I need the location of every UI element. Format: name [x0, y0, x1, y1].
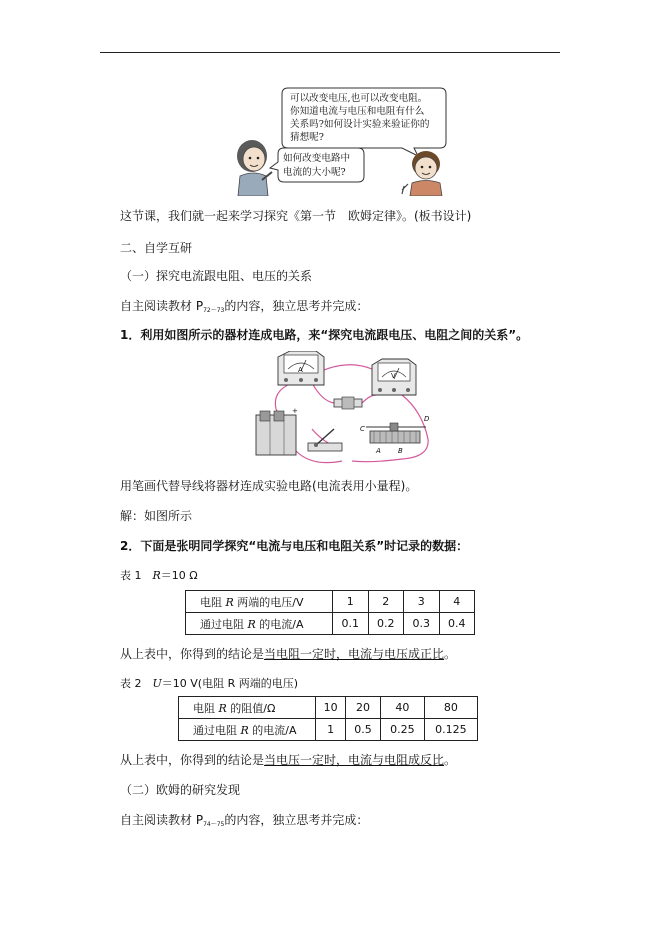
- table-cell: 0.25: [380, 719, 424, 741]
- reading-instruction-2-post: 的内容，独立思考并完成：: [224, 813, 369, 827]
- ammeter-label: A: [298, 366, 303, 374]
- reading-instruction-2-pre: 自主阅读教材 P: [120, 813, 204, 827]
- table-1-caption: [120, 568, 198, 584]
- bubble-top-line-1: 可以改变电压,也可以改变电阻。: [290, 93, 428, 104]
- sliding-rheostat: [360, 415, 430, 455]
- battery-box: [256, 407, 298, 455]
- bubble-top-line-4: 猜想呢?: [290, 132, 324, 143]
- ammeter: [278, 351, 324, 385]
- question-1-task: 用笔画代替导线将器材连成实验电路(电流表用小量程)。: [120, 479, 418, 493]
- bubble-left-line-2: 电流的大小呢?: [283, 167, 346, 178]
- reading-instruction-1-post: 的内容，独立思考并完成：: [224, 299, 369, 313]
- conclusion-1-pre: 从上表中，你得到的结论是: [120, 647, 265, 661]
- bubble-top-line-2: 你知道电流与电压和电阻有什么: [290, 106, 425, 117]
- table-cell: 10: [316, 697, 346, 719]
- rheostat-label-a: A: [376, 447, 381, 455]
- question-2: 2．下面是张明同学探究“电流与电压和电阻关系”时记录的数据：: [120, 539, 469, 553]
- table-1-caption-post: ＝10 Ω: [160, 569, 198, 582]
- conclusion-1: [120, 646, 456, 662]
- table-2-row2-label: 通过电阻 R 的电流/A: [179, 719, 316, 741]
- table-1-caption-var: R: [152, 569, 161, 582]
- bubble-left-line-1: 如何改变电路中: [283, 153, 351, 164]
- question-1-answer: 解：如图所示: [120, 509, 193, 523]
- table-2-caption-post: ＝10 V(电阻 R 两端的电压): [161, 677, 299, 690]
- circuit-figure: [252, 351, 436, 471]
- page-range-1: 72～73: [203, 307, 225, 314]
- table-2-row1-label: 电阻 R 的阻值/Ω: [179, 697, 316, 719]
- table-1-row2-label: 通过电阻 R 的电流/A: [186, 613, 333, 635]
- table-1-caption-pre: 表 1: [120, 569, 153, 582]
- table-cell: 0.5: [346, 719, 381, 741]
- question-1: 1．利用如图所示的器材连成电路，来“探究电流跟电压、电阻之间的关系”。: [120, 328, 529, 342]
- reading-instruction-1: [120, 298, 368, 319]
- rheostat-label-d: D: [424, 415, 430, 423]
- table-cell: 0.4: [439, 613, 475, 635]
- table-cell: 20: [346, 697, 381, 719]
- table-1: [185, 590, 475, 635]
- conclusion-2: [120, 752, 456, 768]
- girl-figure: [237, 140, 272, 196]
- cartoon-illustration: [232, 84, 452, 196]
- table-row: [179, 719, 478, 741]
- bubble-top-line-3: 关系吗?如何设计实验来验证你的: [290, 119, 430, 130]
- table-2-caption-pre: 表 2: [120, 677, 153, 690]
- page-range-2: 74～75: [203, 821, 225, 828]
- conclusion-2-post: 。: [444, 753, 457, 767]
- conclusion-2-answer: 当电压一定时，电流与电阻成反比: [264, 753, 445, 767]
- knife-switch: [308, 429, 342, 451]
- section-heading-self-study: 二、自学互研: [120, 241, 193, 255]
- reading-instruction-1-pre: 自主阅读教材 P: [120, 299, 204, 313]
- table-cell: 2: [368, 591, 404, 613]
- intro-line: 这节课，我们就一起来学习探究《第一节 欧姆定律》。(板书设计): [120, 209, 472, 223]
- table-2-caption: [120, 676, 298, 692]
- table-cell: 0.2: [368, 613, 404, 635]
- voltmeter-label: V: [391, 372, 396, 380]
- table-2: [178, 696, 478, 741]
- table-cell: 0.3: [404, 613, 440, 635]
- table-cell: 40: [380, 697, 424, 719]
- table-2-caption-var: U: [152, 677, 162, 690]
- conclusion-1-answer: 当电阻一定时，电流与电压成正比: [264, 647, 445, 661]
- table-row: [186, 613, 475, 635]
- header-rule: [100, 52, 560, 53]
- table-cell: 4: [439, 591, 475, 613]
- table-1-row1-label: 电阻 R 两端的电压/V: [186, 591, 333, 613]
- conclusion-1-post: 。: [444, 647, 457, 661]
- subsection-heading-1: （一）探究电流跟电阻、电压的关系: [120, 269, 313, 283]
- conclusion-2-pre: 从上表中，你得到的结论是: [120, 753, 265, 767]
- voltmeter: [372, 359, 416, 395]
- rheostat-label-b: B: [398, 447, 403, 455]
- table-cell: 0.1: [333, 613, 369, 635]
- table-row: [186, 591, 475, 613]
- table-cell: 0.125: [424, 719, 477, 741]
- fixed-resistor: [334, 397, 362, 409]
- table-cell: 3: [404, 591, 440, 613]
- boy-figure: [402, 151, 442, 196]
- table-cell: 80: [424, 697, 477, 719]
- table-row: [179, 697, 478, 719]
- table-cell: 1: [333, 591, 369, 613]
- rheostat-label-c: C: [360, 425, 365, 433]
- reading-instruction-2: [120, 812, 368, 833]
- svg-text:+: +: [292, 407, 298, 415]
- table-cell: 1: [316, 719, 346, 741]
- subsection-heading-2: （二）欧姆的研究发现: [120, 783, 241, 797]
